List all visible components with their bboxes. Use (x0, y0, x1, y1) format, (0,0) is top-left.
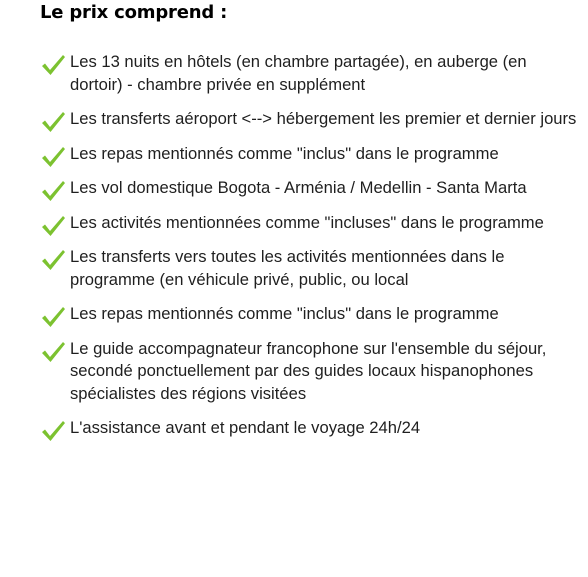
list-item (40, 303, 578, 326)
list-item (40, 108, 578, 131)
list-item-text: Le guide accompagnateur francophone sur l'ensemble du séjour, secondé ponctuellement par des guides locaux hispanophones spécialistes des régions visitées (70, 338, 547, 403)
check-icon (40, 419, 66, 443)
list-item (40, 246, 578, 291)
list-item-text: Les activités mentionnées comme "incluses" dans le programme (70, 212, 544, 232)
section-title: Le prix comprend : (40, 2, 228, 23)
included-list (40, 51, 578, 440)
check-icon (40, 53, 66, 77)
check-icon (40, 340, 66, 364)
list-item (40, 417, 578, 440)
check-icon (40, 214, 66, 238)
list-item-text: Les repas mentionnés comme "inclus" dans le programme (70, 304, 499, 323)
list-item-text: Les transferts vers toutes les activités mentionnées dans le programme (en véhicule privé, public, ou local (70, 247, 505, 289)
check-icon (40, 179, 66, 203)
list-item-text: Les 13 nuits en hôtels (en chambre partagée), en auberge (en dortoir) - chambre privée en supplément (70, 52, 527, 94)
list-item-text: Les transferts aéroport <--> hébergement les premier et dernier jours (70, 109, 577, 128)
check-icon (40, 145, 66, 169)
list-item (40, 51, 578, 96)
list-item (40, 212, 578, 235)
list-item (40, 177, 578, 200)
list-item-text: L'assistance avant et pendant le voyage 24h/24 (70, 418, 421, 437)
check-icon (40, 248, 66, 272)
list-item-text: Les vol domestique Bogota - Arménia / Medellin - Santa Marta (70, 178, 527, 197)
list-item (40, 143, 578, 166)
list-item-text: Les repas mentionnés comme "inclus" dans le programme (70, 143, 499, 163)
check-icon (40, 305, 66, 329)
list-item (40, 338, 578, 406)
check-icon (40, 110, 66, 134)
